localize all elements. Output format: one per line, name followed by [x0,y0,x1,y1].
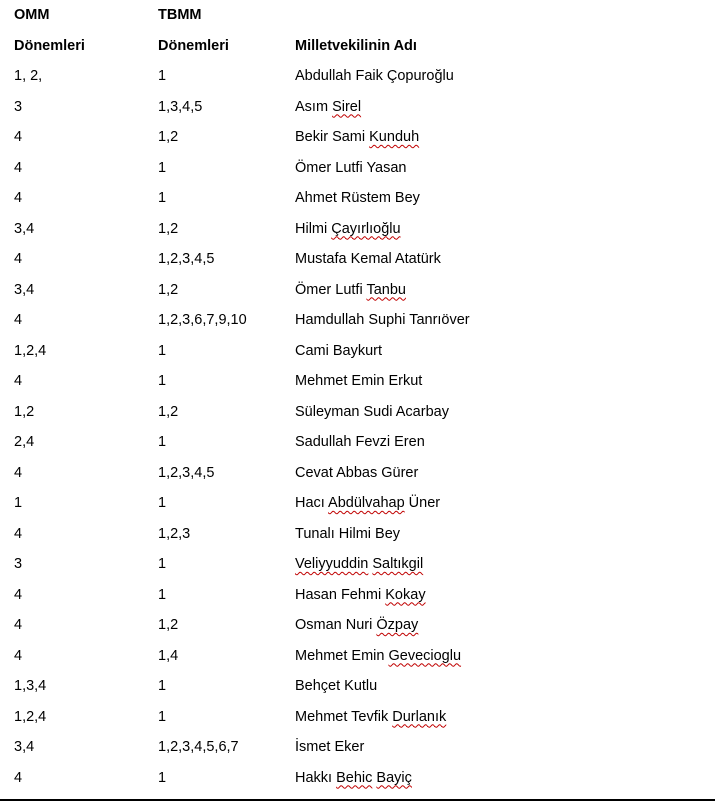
name-text: Osman Nuri [295,617,377,633]
tbmm-periods-cell: 1 [158,434,167,450]
table-row [0,99,715,130]
omm-periods-cell: 1,2,4 [14,708,47,725]
table-body [0,68,715,800]
table-row [0,221,715,252]
tbmm-periods-cell: 1,2 [158,220,179,237]
omm-periods-cell: 1,2 [14,403,35,420]
table-row [0,495,715,526]
table-row [0,68,715,99]
deputy-name-cell [295,617,715,634]
tbmm-periods-cell: 1,2 [158,281,179,298]
tbmm-periods-cell: 1 [158,159,167,176]
misspelled-word: Kunduh [369,129,420,145]
deputy-name-cell [295,678,715,695]
misspelled-word: Abdülvahap [328,495,405,511]
table-row [0,587,715,618]
misspelled-word: Sirel [332,98,362,115]
tbmm-periods-cell: 1 [158,708,167,725]
name-text: Hasan Fehmi [295,586,386,603]
name-text: Hakkı [295,769,337,786]
table-row [0,190,715,221]
omm-periods-cell: 4 [14,647,23,664]
table-row [0,648,715,679]
tbmm-periods-cell: 1,2 [158,617,179,633]
table-row [0,709,715,740]
name-text: Mehmet Emin Erkut [295,373,423,389]
omm-periods-cell: 3 [14,556,23,572]
table-row [0,556,715,587]
column-header-omm-periods: Dönemleri [14,37,85,54]
table-row [0,465,715,496]
table-row [0,129,715,160]
name-text: Mustafa Kemal Atatürk [295,251,441,267]
name-text: Asım [295,98,333,115]
table-row [0,770,715,801]
deputy-name-cell [295,160,715,177]
tbmm-periods-cell: 1,2 [158,403,179,420]
tbmm-periods-cell: 1 [158,68,167,84]
name-text: Bekir Sami [295,129,370,145]
table-header-row-2 [0,38,715,69]
name-text: Hacı [295,495,329,511]
omm-periods-cell: 1,3,4 [14,678,47,694]
name-text: İsmet Eker [295,739,365,755]
omm-periods-cell: 4 [14,617,23,633]
deputy-name-cell [295,99,715,116]
name-text: Mehmet Tevfik [295,708,393,725]
tbmm-periods-cell: 1 [158,769,167,786]
omm-periods-cell: 4 [14,251,23,267]
table-row [0,373,715,404]
table-row [0,343,715,374]
name-text: Ömer Lutfi [295,281,367,298]
deputy-name-cell [295,556,715,573]
table-row [0,251,715,282]
name-text: Abdullah Faik Çopuroğlu [295,68,454,84]
tbmm-periods-cell: 1,2,3 [158,525,191,542]
tbmm-periods-cell: 1,2,3,4,5,6,7 [158,739,239,755]
deputy-name-cell [295,587,715,604]
deputy-name-cell [295,343,715,360]
name-text: Sadullah Fevzi Eren [295,434,425,450]
page-bottom-border [0,799,715,801]
misspelled-word: Çayırlıoğlu [331,220,401,237]
deputy-name-cell [295,373,715,390]
omm-periods-cell: 4 [14,159,23,176]
omm-periods-cell: 4 [14,129,23,145]
table-row [0,617,715,648]
tbmm-periods-cell: 1,3,4,5 [158,98,203,115]
tbmm-periods-cell: 1,4 [158,647,179,664]
omm-periods-cell: 4 [14,525,23,542]
tbmm-periods-cell: 1,2,3,6,7,9,10 [158,312,247,328]
omm-periods-cell: 4 [14,769,23,786]
omm-periods-cell: 3,4 [14,220,35,237]
deputy-name-cell [295,434,715,451]
column-header-tbmm: TBMM [158,7,202,23]
misspelled-word: Behic [336,769,373,786]
omm-periods-cell: 1, 2, [14,68,43,84]
deputy-name-cell [295,251,715,268]
misspelled-word: Kokay [385,586,426,603]
misspelled-word: Bayiç [376,769,412,786]
table-row [0,678,715,709]
name-text: Süleyman Sudi Acarbay [295,403,449,420]
tbmm-periods-cell: 1 [158,678,167,694]
tbmm-periods-cell: 1 [158,495,167,511]
tbmm-periods-cell: 1,2,3,4,5 [158,464,215,481]
deputy-name-cell [295,68,715,85]
omm-periods-cell: 4 [14,190,23,206]
column-header-tbmm-periods: Dönemleri [158,37,229,54]
misspelled-word: Özpay [376,617,419,633]
table-row [0,434,715,465]
tbmm-periods-cell: 1 [158,586,167,603]
deputy-name-cell [295,465,715,482]
omm-periods-cell: 1,2,4 [14,342,47,359]
name-text: Üner [404,495,441,511]
deputy-name-cell [295,282,715,299]
name-text: Behçet Kutlu [295,678,378,694]
table-header-row-1 [0,7,715,38]
tbmm-periods-cell: 1 [158,373,167,389]
omm-periods-cell: 3 [14,98,23,115]
table-row [0,526,715,557]
tbmm-periods-cell: 1 [158,190,167,206]
misspelled-word: Veliyyuddin [295,556,369,572]
name-text: Hamdullah Suphi Tanrıöver [295,312,470,328]
deputy-name-cell [295,221,715,238]
deputy-name-cell [295,129,715,146]
omm-periods-cell: 3,4 [14,281,35,298]
tbmm-periods-cell: 1 [158,556,167,572]
name-text: Hilmi [295,220,332,237]
name-text: Cevat Abbas Gürer [295,464,419,481]
table-row [0,404,715,435]
name-text: Cami Baykurt [295,342,383,359]
name-text: Mehmet Emin [295,647,389,664]
omm-periods-cell: 4 [14,464,23,481]
omm-periods-cell: 4 [14,312,23,328]
name-text: Tunalı Hilmi Bey [295,525,401,542]
misspelled-word: Gevecioglu [388,647,462,664]
column-header-deputy-name: Milletvekilinin Adı [295,37,417,54]
omm-periods-cell: 1 [14,495,23,511]
table-row [0,739,715,770]
table-row [0,160,715,191]
omm-periods-cell: 2,4 [14,434,35,450]
deputy-name-cell [295,739,715,756]
deputy-name-cell [295,648,715,665]
tbmm-periods-cell: 1 [158,342,167,359]
tbmm-periods-cell: 1,2,3,4,5 [158,251,215,267]
deputy-name-cell [295,526,715,543]
misspelled-word: Tanbu [366,281,406,298]
deputy-name-cell [295,770,715,787]
deputy-name-cell [295,312,715,329]
table-row [0,312,715,343]
deputy-name-cell [295,709,715,726]
name-text: Ömer Lutfi Yasan [295,159,407,176]
deputy-name-cell [295,404,715,421]
table-row [0,282,715,313]
omm-periods-cell: 4 [14,586,23,603]
misspelled-word: Durlanık [392,708,447,725]
tbmm-periods-cell: 1,2 [158,129,179,145]
deputy-name-cell [295,495,715,512]
misspelled-word: Saltıkgil [372,556,424,572]
omm-periods-cell: 4 [14,373,23,389]
deputy-name-cell [295,190,715,207]
omm-periods-cell: 3,4 [14,739,35,755]
column-header-omm: OMM [14,7,50,23]
name-text: Ahmet Rüstem Bey [295,190,420,206]
